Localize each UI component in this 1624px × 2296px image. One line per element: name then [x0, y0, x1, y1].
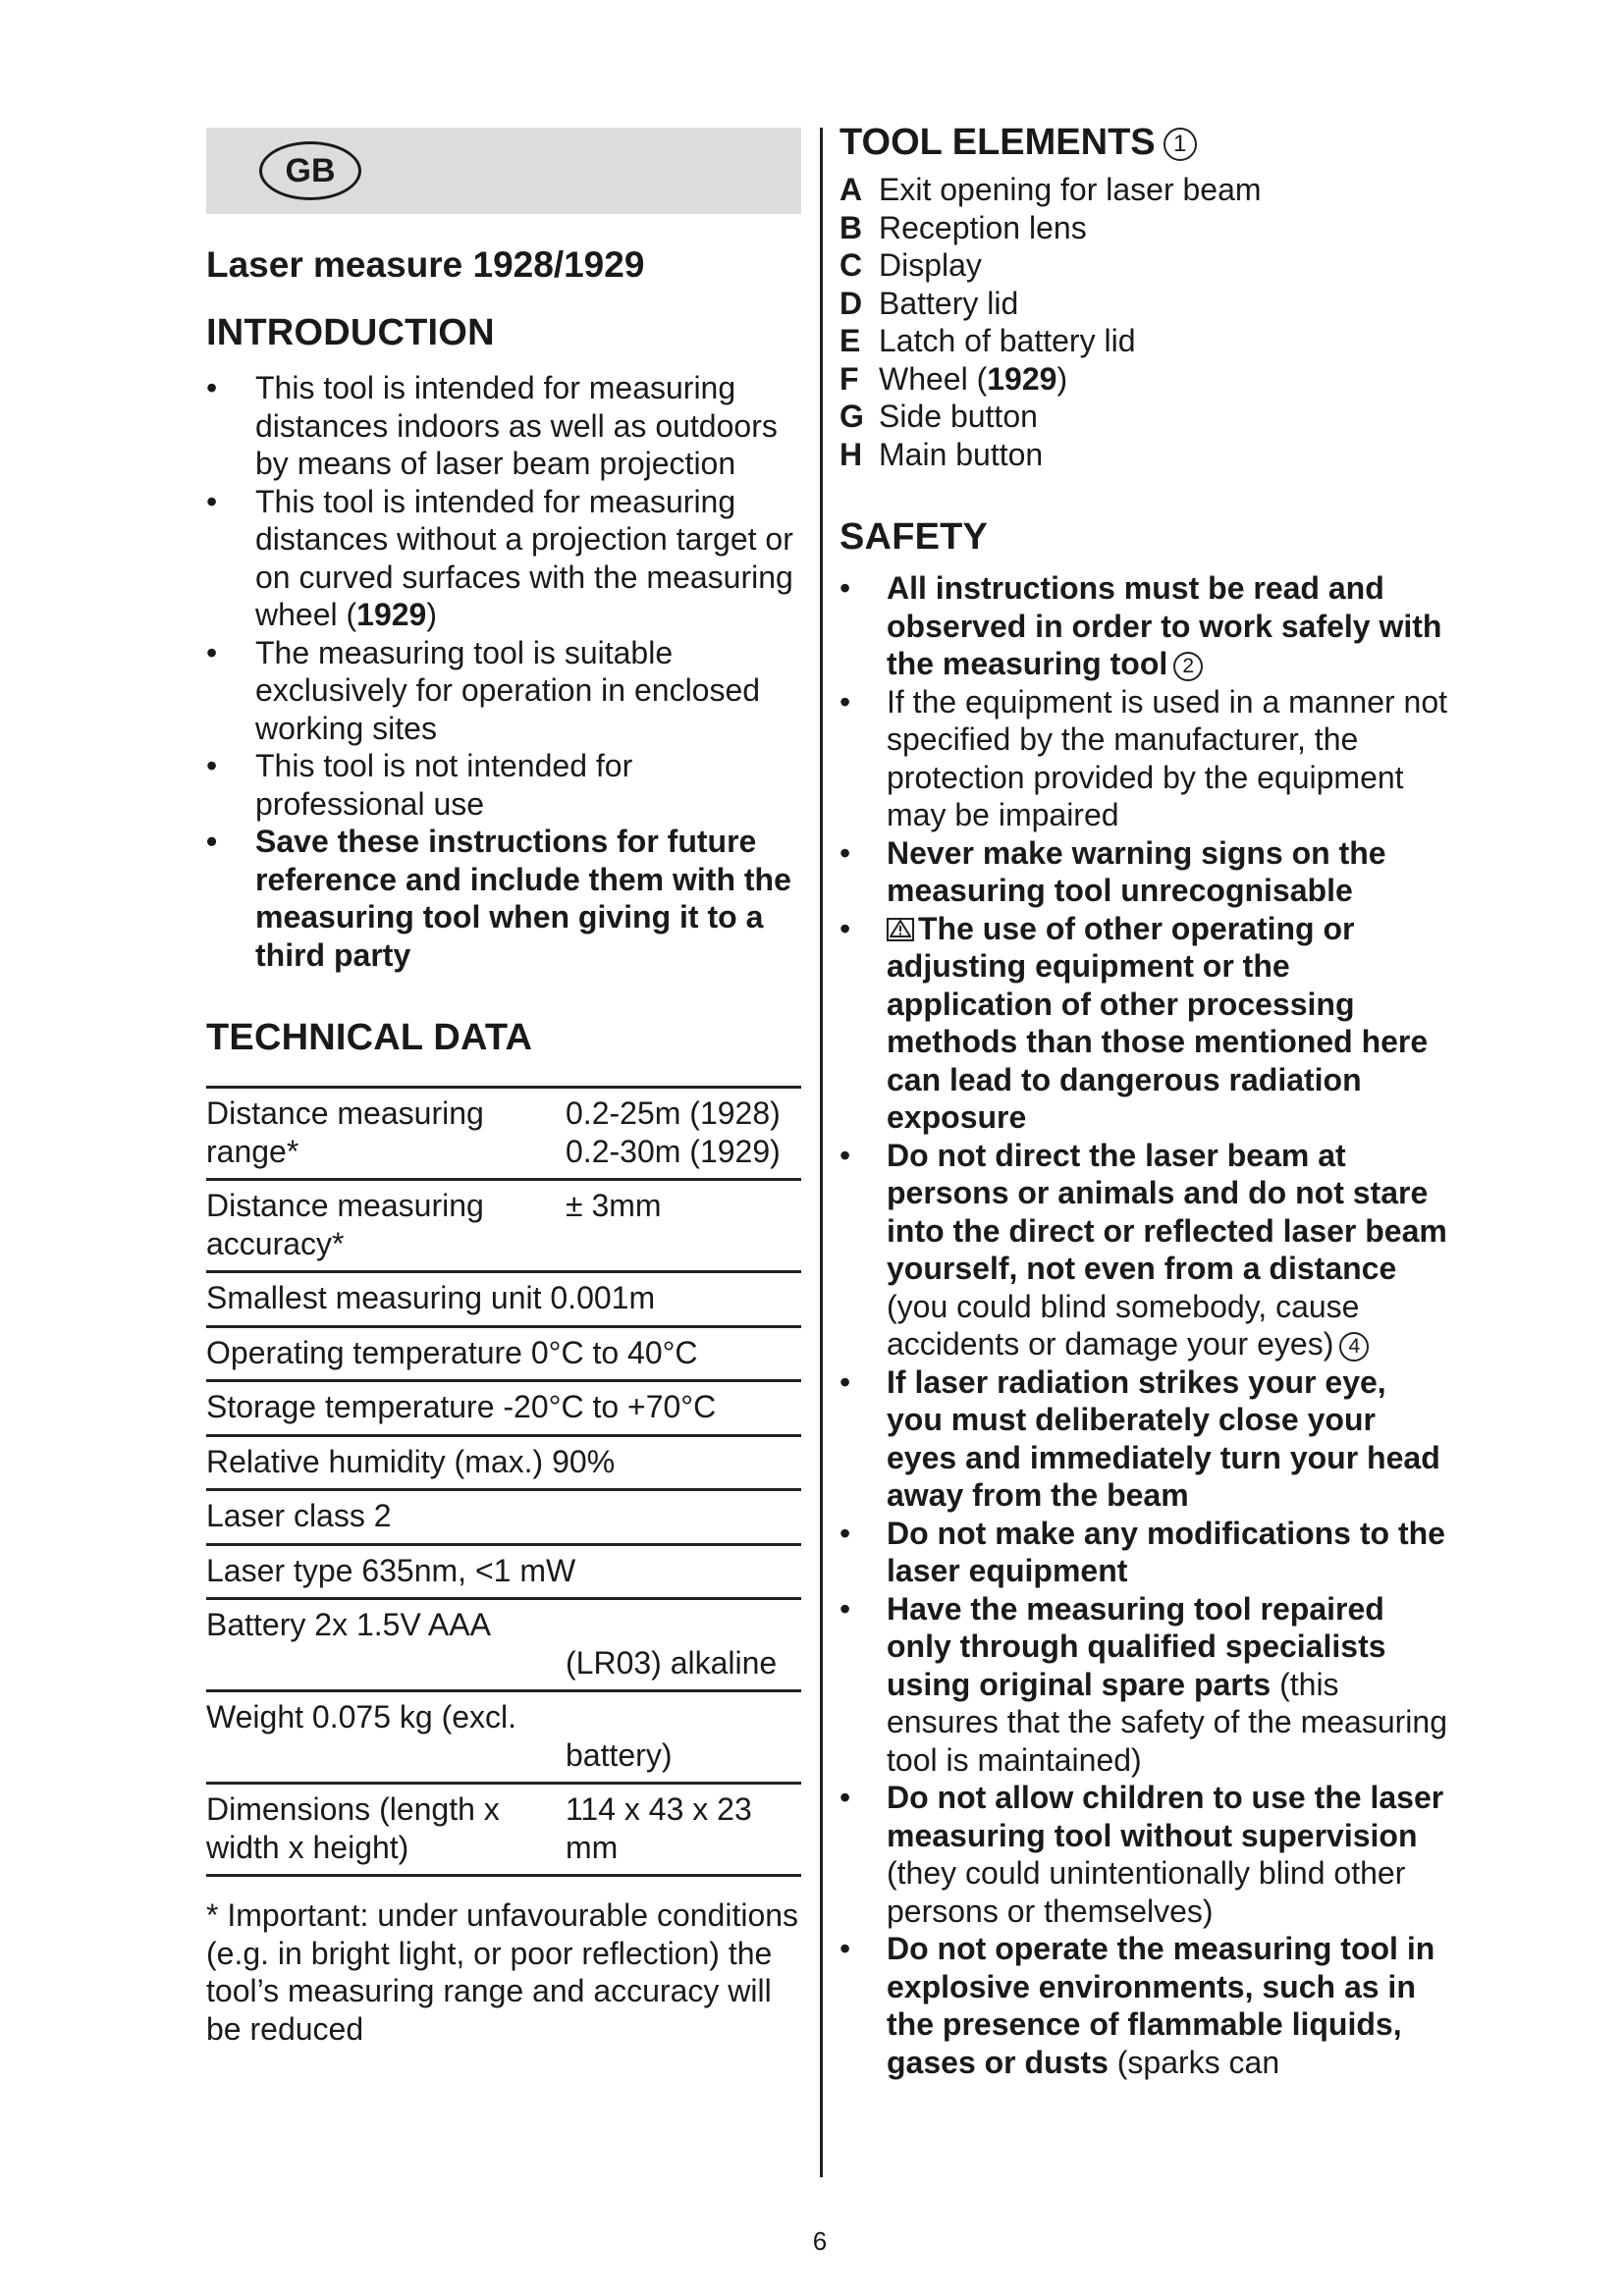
list-item: • Never make warning signs on the measuring tool unrecognisable [839, 834, 1448, 910]
list-item: G Side button [839, 399, 1038, 434]
list-item: • Do not make any modifications to the laser equipment [839, 1515, 1448, 1590]
list-item: • The use of other operating or adjusting equipment or the application of other processing methods than those mentioned here can lead to dangerous radiation exposure [839, 910, 1448, 1137]
table-row: Laser type 635nm, <1 mW [206, 1546, 801, 1601]
safety-list [839, 569, 1448, 2081]
table-row: Smallest measuring unit 0.001m [206, 1273, 801, 1328]
list-item: • The measuring tool is suitable exclusively for operation in enclosed working sites [206, 634, 801, 748]
language-band [206, 128, 801, 214]
list-item: • Save these instructions for future reference and include them with the measuring tool when giving it to a third party [206, 823, 801, 974]
list-item: B Reception lens [839, 209, 1087, 245]
list-item: • This tool is intended for measuring distances without a projection target or on curved surfaces with the measuring wheel (1929) [206, 483, 801, 634]
figure-ref-badge: 4 [1339, 1332, 1369, 1362]
list-item: • This tool is intended for measuring distances indoors as well as outdoors by means of laser beam projection [206, 369, 801, 483]
list-item: A Exit opening for laser beam [839, 172, 1262, 207]
list-item: • All instructions must be read and observed in order to work safely with the measuring tool 2 [839, 569, 1448, 683]
table-row: Laser class 2 [206, 1491, 801, 1546]
column-divider [820, 128, 823, 2177]
introduction-heading: INTRODUCTION [206, 312, 495, 353]
left-column [206, 128, 801, 2048]
list-item: • Do not allow children to use the laser measuring tool without supervision (they could unintentionally blind other persons or themselves) [839, 1779, 1448, 1930]
list-item: • If the equipment is used in a manner not specified by the manufacturer, the protection provided by the equipment may be impaired [839, 683, 1448, 834]
list-item: • Have the measuring tool repaired only through qualified specialists using original spare parts (this ensures that the safety of the measuring tool is maintained) [839, 1590, 1448, 1780]
table-row: Battery 2x 1.5V AAA (LR03) alkaline [206, 1600, 801, 1692]
tool-elements-heading: TOOL ELEMENTS 1 [839, 120, 1448, 165]
table-row: Distance measuring accuracy*± 3mm [206, 1181, 801, 1273]
laser-warning-icon [887, 918, 914, 941]
wheel-model: 1929 [356, 597, 427, 632]
figure-ref-badge: 1 [1164, 128, 1197, 161]
list-item: C Display [839, 247, 982, 283]
figure-ref-badge: 2 [1173, 652, 1203, 681]
table-row: Storage temperature -20°C to +70°C [206, 1382, 801, 1437]
list-item: E Latch of battery lid [839, 323, 1136, 358]
table-row: Dimensions (length x width x height)114 x 43 x 23 mm [206, 1785, 801, 1877]
safety-heading: SAFETY [839, 516, 989, 558]
list-item: • Do not direct the laser beam at persons or animals and do not stare into the direct or reflected laser beam yourself, not even from a distance (you could blind somebody, cause accidents or damage your eyes) 4 [839, 1137, 1448, 1363]
introduction-list [206, 369, 801, 974]
table-row: Distance measuring range*0.2-25m (1928) 0.2-30m (1929) [206, 1089, 801, 1181]
technical-data-table [206, 1086, 801, 1877]
footnote: * Important: under unfavourable conditions (e.g. in bright light, or poor reflection) the tool’s measuring range and accuracy will be reduced [206, 1897, 799, 2047]
tool-elements-list [839, 171, 1448, 473]
right-column [839, 120, 1448, 2081]
language-badge: GB [259, 141, 361, 200]
list-item: • If laser radiation strikes your eye, you must deliberately close your eyes and immediately turn your head away from the beam [839, 1363, 1448, 1515]
table-row: Operating temperature 0°C to 40°C [206, 1328, 801, 1383]
list-item: • Do not operate the measuring tool in explosive environments, such as in the presence of flammable liquids, gases or dusts (sparks can [839, 1930, 1448, 2081]
table-row: Relative humidity (max.) 90% [206, 1437, 801, 1492]
list-item: F Wheel (1929) [839, 360, 1068, 397]
technical-data-heading: TECHNICAL DATA [206, 1017, 533, 1058]
table-row: Weight 0.075 kg (excl. battery) [206, 1692, 801, 1785]
list-item: • This tool is not intended for professional use [206, 747, 801, 823]
list-item: H Main button [839, 436, 1044, 472]
list-item: D Battery lid [839, 285, 1019, 321]
page-number: 6 [812, 2226, 828, 2256]
document-title: Laser measure 1928/1929 [206, 244, 645, 285]
